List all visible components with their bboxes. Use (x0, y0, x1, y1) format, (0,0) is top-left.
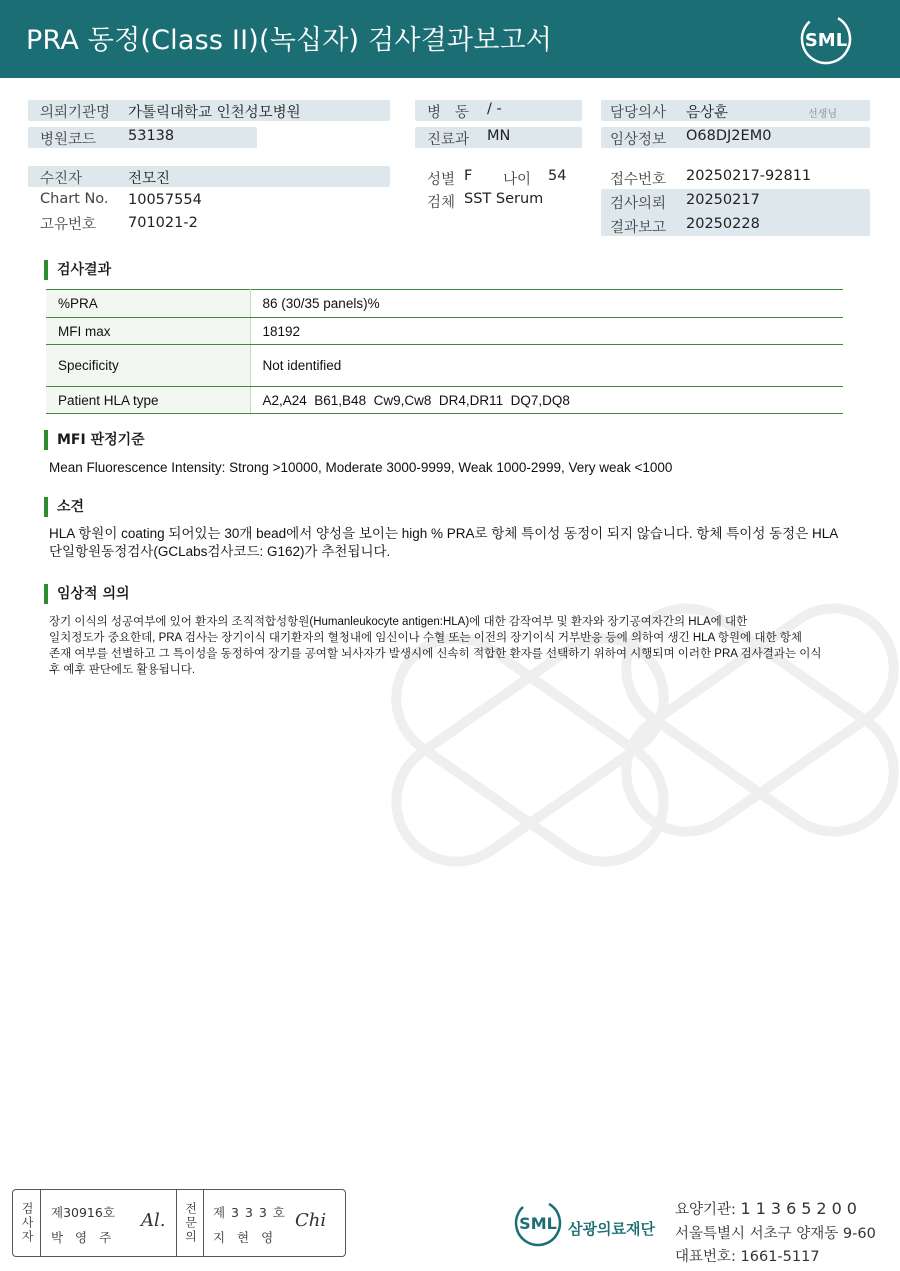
clinical-info-label: 임상정보 (610, 132, 667, 148)
age-value: 54 (548, 168, 567, 184)
unique-no-value: 701021-2 (128, 215, 198, 231)
clinical-significance-heading: 임상적 의의 (44, 584, 130, 604)
sex-label: 성별 (427, 172, 456, 188)
clinical-line-1: 장기 이식의 성공여부에 있어 환자의 조직적합성항원(Humanleukocyte antigen:HLA)에 대한 감작여부 및 환자와 장기공여자간의 HLA에 대한 (49, 616, 748, 628)
clinical-info-value: O68DJ2EM0 (686, 128, 772, 144)
svg-text:SML: SML (804, 30, 848, 51)
examiner-signature: Al. (141, 1210, 166, 1231)
mfi-heading: MFI 판정기준 (44, 430, 145, 450)
receipt-value: 20250217-92811 (686, 168, 812, 184)
patient-label: 수진자 (40, 171, 83, 187)
specialist-signature: Chi (295, 1210, 327, 1231)
result-key: Specificity (46, 345, 250, 387)
chart-value: 10057554 (128, 192, 202, 208)
table-row (46, 387, 843, 414)
reported-value: 20250228 (686, 216, 760, 232)
ward-label: 병 동 (427, 105, 469, 121)
sex-value: F (464, 168, 473, 184)
examiner-label: 검사자 (13, 1190, 41, 1256)
org-name: 삼광의료재단 (568, 1220, 655, 1238)
table-row (46, 345, 843, 387)
unique-no-label: 고유번호 (40, 217, 97, 233)
clinical-line-4: 후 예후 판단에도 활용됩니다. (49, 664, 196, 676)
doctor-value: 음상훈 (686, 105, 729, 121)
result-key: Patient HLA type (46, 387, 250, 414)
reported-label: 결과보고 (610, 220, 667, 236)
mfi-text: Mean Fluorescence Intensity: Strong >10000, Moderate 3000-9999, Weak 1000-2999, Very weak <1000 (49, 460, 673, 475)
clinical-line-3: 존재 여부를 선별하고 그 특이성을 동정하여 장기를 공여할 뇌사자가 발생시에 신속히 적합한 환자를 선택하기 위하여 시행되며 이러한 PRA 검사결과는 이식 (49, 648, 822, 660)
chart-label: Chart No. (40, 191, 109, 207)
specimen-value: SST Serum (464, 191, 544, 207)
sml-logo-icon (798, 12, 854, 66)
specialist-label: 전문의 (176, 1190, 204, 1256)
receipt-label: 접수번호 (610, 172, 667, 188)
phone-number: 1661-5117 (740, 1249, 820, 1265)
requested-value: 20250217 (686, 192, 760, 208)
svg-text:SML: SML (519, 1214, 557, 1233)
signature-box (12, 1189, 346, 1257)
sml-footer-logo-icon (512, 1198, 564, 1248)
result-key: %PRA (46, 290, 250, 318)
care-number: 11365200 (740, 1199, 862, 1218)
hospital-value: 가톨릭대학교 인천성모병원 (128, 105, 301, 121)
hospital-label: 의뢰기관명 (40, 105, 111, 121)
requested-label: 검사의뢰 (610, 196, 667, 212)
hospital-code-value: 53138 (128, 128, 175, 144)
clinical-line-2: 일치정도가 중요한데, PRA 검사는 장기이식 대기환자의 혈청내에 임신이나 수혈 또는 이전의 장기이식 거부반응 등에 의하여 생긴 HLA 항원에 대한 항체 (49, 632, 802, 644)
specialist-license-no: 제 3 3 3 호 (213, 1205, 286, 1220)
specimen-label: 검체 (427, 195, 456, 211)
specialist-name: 지 현 영 (213, 1230, 278, 1245)
watermark-cross-icon (360, 540, 900, 1000)
phone-label: 대표번호: (675, 1249, 736, 1265)
doctor-label: 담당의사 (610, 105, 667, 121)
examiner-name: 박 영 주 (51, 1230, 116, 1245)
org-address: 서울특별시 서초구 양재동 9-60 (675, 1226, 876, 1242)
opinion-line-2: 단일항원동정검사(GCLabs검사코드: G162)가 추천됩니다. (49, 544, 391, 559)
result-value: Not identified (250, 345, 843, 387)
report-title: PRA 동정(Class II)(녹십자) 검사결과보고서 (26, 25, 553, 56)
result-value: 18192 (250, 318, 843, 345)
result-value: A2,A24 B61,B48 Cw9,Cw8 DR4,DR11 DQ7,DQ8 (250, 387, 843, 414)
results-heading: 검사결과 (44, 260, 111, 280)
opinion-line-1: HLA 항원이 coating 되어있는 30개 bead에서 양성을 보이는 high % PRA로 항체 특이성 동정이 되지 않습니다. 항체 특이성 동정은 HLA (49, 526, 839, 541)
results-table (46, 289, 843, 414)
result-value: 86 (30/35 panels)% (250, 290, 843, 318)
doctor-suffix: 선생님 (808, 109, 837, 120)
hospital-code-label: 병원코드 (40, 132, 97, 148)
dept-label: 진료과 (427, 132, 470, 148)
examiner-license-no: 제30916호 (51, 1205, 115, 1220)
dept-value: MN (487, 128, 511, 144)
table-row (46, 290, 843, 318)
result-key: MFI max (46, 318, 250, 345)
patient-value: 전모진 (128, 171, 171, 187)
ward-value: / - (487, 101, 502, 117)
opinion-heading: 소견 (44, 497, 84, 517)
info-bar-patient (28, 166, 390, 187)
age-label: 나이 (503, 172, 532, 188)
care-institution (675, 1198, 862, 1219)
care-label: 요양기관: (675, 1202, 736, 1218)
org-phone (675, 1245, 820, 1266)
report-header (0, 0, 900, 78)
table-row (46, 318, 843, 345)
